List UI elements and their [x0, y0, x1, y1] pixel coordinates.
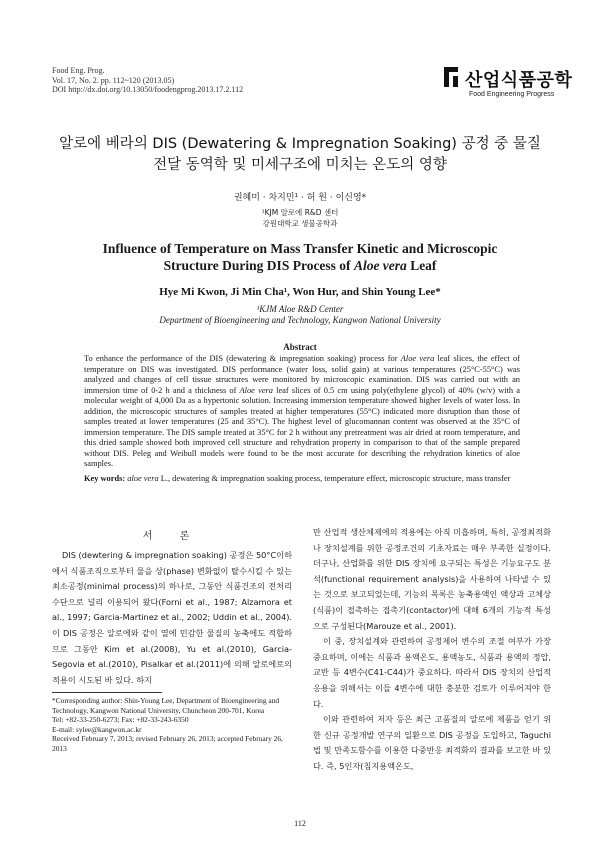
english-authors: Hye Mi Kwon, Ji Min Cha¹, Won Hur, and Shin Young Lee* — [159, 286, 441, 298]
abstract-species-2: Aloe vera — [239, 385, 273, 395]
footnote-phone: Tel: +82-33-250-6273; Fax: +82-33-243-6350 — [52, 715, 189, 724]
keywords-species: aloe vera — [127, 474, 159, 483]
english-affiliation-line1: ¹KJM Aloe R&D Center — [256, 304, 344, 314]
logo-mark-icon — [443, 64, 463, 90]
right-column-paragraph-1: 만 산업적 생산체제에의 적용에는 아직 미흡하며, 특히, 공정최적화나 장치설계를 위한 공정조건의 기초자료는 매우 부족한 실정이다. 더구나, 산업화를 위한 DIS 장치에 요구되는 특성은 기능요구도 분석(functional requirement analysis)을 사용하여 나타낼 수 있는 것으로 보고되었는데, 기능의 목록은 농축용액인 액상과 고체상(식품)이 접촉하는 접촉기(contactor)에 대해 6개의 기능적 특성으로 구성된다(Marouze et al., 2001). — [313, 527, 551, 631]
english-title-line1: Influence of Temperature on Mass Transfer Kinetic and Microscopic — [102, 241, 498, 256]
abstract-part2: leaf slices, the effect of temperature on DIS was investigated. DIS performance (water loss, solid gain) at various temperatures (25°C-55°C) was analyzed and changes of cell tissue structures were monitored by microscopic examination. DIS was carried out with an immersion time of 0-2 h and a thickness of — [84, 354, 520, 395]
korean-authors: 권혜미 · 차지민¹ · 허 원 · 이신영* — [233, 193, 367, 203]
english-title-line2-pre: Structure During DIS Process of — [163, 258, 354, 273]
english-title — [40, 240, 560, 274]
footnote — [52, 696, 292, 753]
section-heading-introduction: 서 론 — [142, 531, 202, 542]
logo-sub-text: Food Engineering Progress — [469, 91, 555, 98]
keywords-list: L., dewatering & impregnation soaking process, temperature effect, microscopic structure, mass transfer — [158, 474, 511, 483]
right-column — [313, 525, 551, 775]
korean-title — [40, 134, 560, 176]
journal-doi: DOI http://dx.doi.org/10.13050/foodengprog.2013.17.2.112 — [52, 85, 244, 94]
english-affiliation-line2: Department of Bioengineering and Technology, Kangwon National University — [159, 315, 441, 325]
right-column-paragraph-2: 이 중, 장치설계와 관련하여 공정제어 변수의 조절 여부가 가장 중요하며, 이에는 식품과 용액온도, 용액농도, 식품과 용액의 정압, 교반 등 4변수(C41-C44)가 중요하다. 따라서 DIS 장치의 산업적 응용을 위해서는 이들 4변수에 대한 충분한 검토가 이루어져야 한다. — [313, 636, 551, 709]
abstract-part1: To enhance the performance of the DIS (dewatering & impregnation soaking) process for — [84, 354, 401, 363]
journal-name: Food Eng. Prog. — [52, 66, 105, 75]
footnote-email: E-mail: sylee@kangwon.ac.kr — [52, 724, 142, 734]
abstract-part3: leaf slices of 0.5 cm using poly(ethylene glycol) of 40% (w/v) with a molecular weight of 4,000 Da as a hypertonic solution. Increasing immersion temperature showed higher levels of water loss. In addition, the microscopic structures of samples treated at higher temperatures (55°C) indicated more disruption than those of samples treated at lower temperatures (25 and 35°C). The highest level of glucomannan content was observed at the 35°C of immersion temperature. The DIS sample treated at 35°C for 2 h without any pretreatment was air dried at room temperature, and this dried sample showed both improved cell structure and rehydration property in comparison to that of the sample prepared without DIS. Peleg and Weibull models were found to be the most accurate for describing the rehydration kinetics of aloe samples. — [84, 385, 521, 468]
page-number: 112 — [294, 819, 306, 828]
korean-affiliation-line1: ¹KJM 알로에 R&D 센터 — [261, 208, 339, 217]
footnote-divider — [52, 692, 162, 693]
left-column-text: DIS (dewtering & impregnation soaking) 공정은 50°C이하에서 식품조직으로부터 물을 상(phase) 변화없이 탈수시킬 수 있는 최소공정(minimal process)의 하나로, 그동안 식품건조의 전처리수단으로 널리 이용되어 왔다(Forni et al., 1987; Alzamora et al., 1997; Garcia-Martinez et al., 2002; Uddin et al., 2004). 이 DIS 공정은 알로에와 같이 열에 민감한 물질의 농축에도 적합하므로 그동안 Kim et al.(2008), Yu et al.(2010), Garcia-Segovia et al.(2010), Pisalkar et al.(2011)에 의해 알로에로의 적용이 시도된 바 있다. 하지 — [52, 550, 292, 685]
footnote-dates: Received February 7, 2013; revised February 26, 2013; accepted February 26, 2013 — [52, 734, 283, 753]
korean-affiliation — [40, 207, 560, 229]
right-column-paragraph-3: 이와 관련하여 저자 등은 최근 고품질의 알로에 제품을 얻기 위한 신규 공정개발 연구의 일환으로 DIS 공정을 도입하고, Taguchi 법 및 만족도함수를 이용한 다중반응 최적화의 결과를 보고한 바 있다. 즉, 5인자(침지용액온도, — [313, 714, 551, 771]
logo-main-text: 산업식품공학 — [465, 70, 573, 91]
journal-header — [52, 66, 243, 95]
korean-affiliation-line2: 강원대학교 생물공학과 — [262, 219, 338, 228]
abstract-species-1: Aloe vera — [400, 354, 435, 363]
footnote-corresponding-author: *Corresponding author: Shin-Young Lee, Department of Bioengineering and Technology, Kangwon National University, Chuncheon 200-701, Korea — [52, 696, 280, 715]
english-title-line2 — [40, 257, 560, 274]
journal-logo — [443, 64, 571, 108]
abstract-text — [84, 354, 520, 470]
english-title-species: Aloe vera — [353, 258, 407, 273]
keywords — [84, 474, 520, 485]
keywords-label: Key words: — [84, 474, 126, 483]
korean-title-line1: 알로에 베라의 DIS (Dewatering & Impregnation Soaking) 공정 중 물질 — [59, 136, 541, 152]
english-affiliation — [40, 304, 560, 326]
korean-title-line2: 전달 동역학 및 미세구조에 미치는 온도의 영향 — [153, 157, 447, 173]
abstract-heading: Abstract — [283, 342, 317, 352]
english-title-line2-post: Leaf — [406, 258, 437, 273]
journal-volume: Vol. 17, No. 2. pp. 112~120 (2013.05) — [52, 75, 175, 85]
